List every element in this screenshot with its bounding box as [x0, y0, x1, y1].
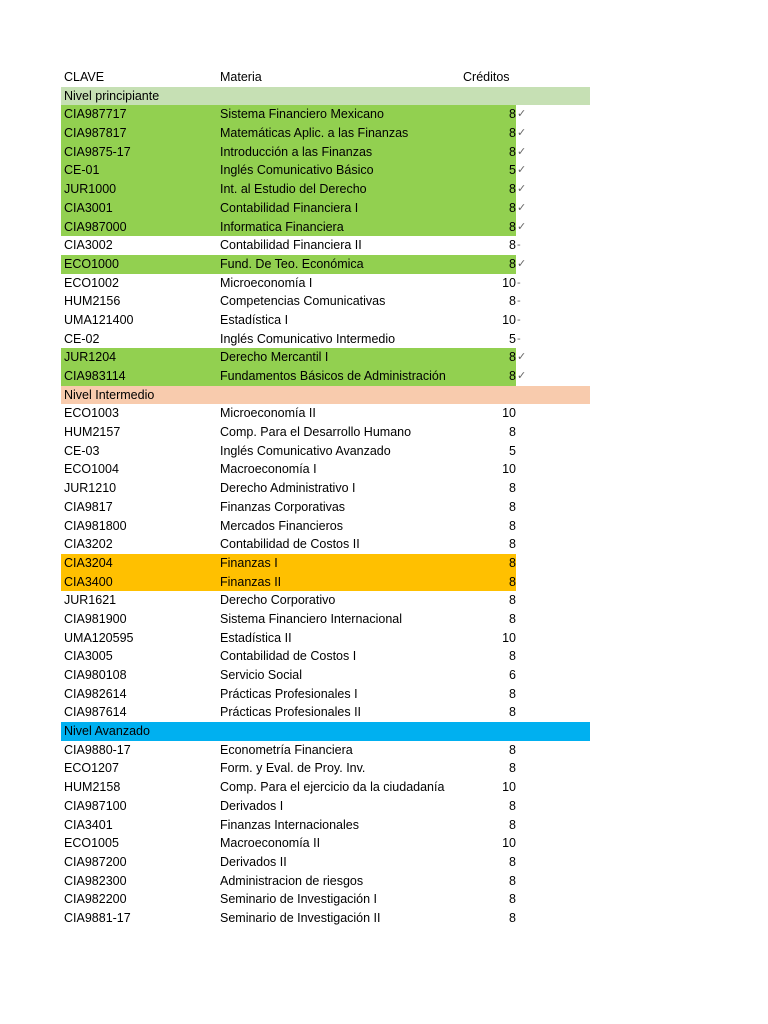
- course-code: CIA987000: [64, 219, 127, 234]
- course-code: ECO1000: [64, 256, 119, 271]
- course-credits: 10: [502, 630, 516, 645]
- course-name: Contabilidad de Costos II: [220, 537, 360, 552]
- table-row: [61, 816, 601, 835]
- course-code: CIA987717: [64, 107, 127, 122]
- course-name: Macroeconomía I: [220, 462, 317, 477]
- table-row: [61, 442, 601, 461]
- course-name: Informatica Financiera: [220, 219, 344, 234]
- course-code: ECO1207: [64, 761, 119, 776]
- course-code: CIA987817: [64, 126, 127, 141]
- course-name: Estadística II: [220, 630, 292, 645]
- course-name: Finanzas II: [220, 574, 282, 589]
- table-row: [61, 348, 601, 367]
- table-row: [61, 703, 601, 722]
- course-code: CIA980108: [64, 668, 127, 682]
- status-mark: -: [517, 276, 521, 289]
- course-code: HUM2157: [64, 425, 121, 440]
- course-credits: 10: [502, 836, 516, 851]
- course-code: CIA3400: [64, 574, 113, 589]
- table-row: [61, 180, 601, 199]
- course-credits: 10: [502, 780, 516, 795]
- course-name: Finanzas Internacionales: [220, 817, 359, 832]
- table-row: [61, 423, 601, 442]
- course-credits: 10: [502, 462, 516, 477]
- header-creditos: Créditos: [463, 70, 510, 84]
- course-name: Prácticas Profesionales II: [220, 705, 362, 720]
- status-mark: ✓: [517, 351, 527, 364]
- course-code: CIA987100: [64, 798, 127, 813]
- course-name: Sistema Financiero Mexicano: [220, 107, 384, 122]
- table-row: [61, 517, 601, 536]
- table-row: [61, 741, 601, 760]
- course-code: CE-02: [64, 331, 100, 346]
- course-code: CIA982300: [64, 873, 127, 888]
- course-code: CIA3002: [64, 238, 113, 253]
- course-name: Derivados II: [220, 854, 287, 869]
- course-credits: 8: [509, 256, 516, 271]
- course-code: UMA121400: [64, 312, 134, 327]
- course-code: JUR1210: [64, 481, 117, 496]
- course-name: Inglés Comunicativo Intermedio: [220, 331, 396, 346]
- course-code: CIA3202: [64, 537, 113, 552]
- status-mark: -: [517, 332, 521, 345]
- table-row: [61, 460, 601, 479]
- course-name: Microeconomía I: [220, 275, 313, 290]
- course-code: CIA9880-17: [64, 742, 131, 757]
- course-code: CE-01: [64, 163, 100, 178]
- course-credits: 8: [509, 761, 516, 776]
- table-row: [61, 236, 601, 255]
- table-row: [61, 330, 601, 349]
- table-row: [61, 404, 601, 423]
- course-credits: 8: [509, 238, 516, 253]
- table-row: [61, 367, 601, 386]
- status-mark: -: [517, 313, 521, 326]
- table-row: [61, 311, 601, 330]
- course-name: Contabilidad Financiera I: [220, 200, 359, 215]
- course-name: Servicio Social: [220, 668, 302, 682]
- table-row: [61, 255, 601, 274]
- course-name: Seminario de Investigación II: [220, 910, 381, 925]
- course-code: JUR1621: [64, 593, 117, 608]
- table-row: [61, 909, 601, 928]
- course-name: Derivados I: [220, 798, 284, 813]
- course-name: Microeconomía II: [220, 406, 316, 421]
- course-credits: 8: [509, 686, 516, 701]
- course-credits: 8: [509, 817, 516, 832]
- course-credits: 8: [509, 649, 516, 664]
- table-row: [61, 685, 601, 704]
- status-mark: -: [517, 239, 521, 252]
- course-credits: 8: [509, 182, 516, 197]
- course-credits: 8: [509, 537, 516, 552]
- course-name: Sistema Financiero Internacional: [220, 611, 403, 626]
- course-name: Derecho Mercantil I: [220, 350, 329, 365]
- course-credits: 8: [509, 369, 516, 383]
- section-header: Nivel Intermedio: [61, 386, 590, 405]
- course-code: CIA981800: [64, 518, 127, 533]
- status-mark: ✓: [517, 201, 527, 214]
- course-code: CIA982200: [64, 892, 127, 907]
- status-mark: ✓: [517, 370, 527, 382]
- table-row: [61, 610, 601, 629]
- course-credits: 5: [509, 163, 516, 178]
- course-code: CIA3401: [64, 817, 113, 832]
- course-credits: 8: [509, 742, 516, 757]
- table-row: [61, 647, 601, 666]
- course-code: CE-03: [64, 443, 100, 458]
- section-header: Nivel principiante: [61, 87, 590, 106]
- course-name: Comp. Para el Desarrollo Humano: [220, 425, 412, 440]
- course-name: Estadística I: [220, 312, 289, 327]
- table-row: [61, 591, 601, 610]
- header-materia: Materia: [220, 70, 262, 84]
- course-credits: 8: [509, 611, 516, 626]
- course-name: Macroeconomía II: [220, 836, 321, 851]
- course-code: CIA3001: [64, 200, 113, 215]
- course-name: Derecho Corporativo: [220, 593, 336, 608]
- course-code: CIA987614: [64, 705, 127, 720]
- course-code: ECO1005: [64, 836, 119, 851]
- course-credits: 8: [509, 892, 516, 907]
- course-code: CIA981900: [64, 611, 127, 626]
- course-name: Introducción a las Finanzas: [220, 144, 373, 159]
- table-row: [61, 105, 601, 124]
- status-mark: ✓: [517, 145, 527, 158]
- status-mark: ✓: [517, 164, 527, 177]
- table-row: [61, 218, 601, 237]
- course-credits: 6: [509, 668, 516, 682]
- status-mark: ✓: [517, 183, 527, 196]
- course-credits: 8: [509, 705, 516, 720]
- course-credits: 10: [502, 312, 516, 327]
- course-name: Fund. De Teo. Económica: [220, 256, 364, 271]
- course-name: Administracion de riesgos: [220, 873, 364, 888]
- course-name: Econometría Financiera: [220, 742, 353, 757]
- course-credits: 5: [509, 443, 516, 458]
- course-code: HUM2158: [64, 780, 121, 795]
- course-credits: 8: [509, 350, 516, 365]
- table-row: [61, 535, 601, 554]
- status-mark: ✓: [517, 257, 527, 270]
- status-mark: -: [517, 295, 521, 308]
- course-code: CIA9881-17: [64, 910, 131, 925]
- status-mark: ✓: [517, 108, 527, 121]
- course-name: Int. al Estudio del Derecho: [220, 182, 367, 197]
- table-row: [61, 629, 601, 648]
- course-credits: 8: [509, 219, 516, 234]
- course-credits: 8: [509, 798, 516, 813]
- course-credits: 8: [509, 910, 516, 925]
- course-name: Prácticas Profesionales I: [220, 686, 358, 701]
- table-row: [61, 199, 601, 218]
- course-code: HUM2156: [64, 294, 121, 309]
- table-row: [61, 853, 601, 872]
- course-name: Seminario de Investigación I: [220, 892, 378, 907]
- table-row: [61, 666, 601, 685]
- table-row: [61, 759, 601, 778]
- course-name: Contabilidad Financiera II: [220, 238, 362, 253]
- course-code: CIA3005: [64, 649, 113, 664]
- course-credits: 8: [509, 854, 516, 869]
- course-code: ECO1004: [64, 462, 119, 477]
- course-credits: 8: [509, 144, 516, 159]
- course-code: JUR1000: [64, 182, 117, 197]
- table-row: [61, 834, 601, 853]
- course-credits: 8: [509, 593, 516, 608]
- table-row: [61, 797, 601, 816]
- course-name: Contabilidad de Costos I: [220, 649, 357, 664]
- course-code: CIA9875-17: [64, 144, 131, 159]
- course-name: Finanzas Corporativas: [220, 499, 346, 514]
- table-header: [61, 68, 601, 87]
- course-name: Matemáticas Aplic. a las Finanzas: [220, 126, 409, 141]
- course-name: Mercados Financieros: [220, 518, 343, 533]
- table-row: [61, 778, 601, 797]
- table-row: [61, 554, 601, 573]
- course-code: CIA983114: [64, 369, 126, 383]
- course-credits: 8: [509, 425, 516, 440]
- table-row: [61, 292, 601, 311]
- course-credits: 8: [509, 294, 516, 309]
- table-row: [61, 274, 601, 293]
- course-credits: 8: [509, 555, 516, 570]
- course-name: Fundamentos Básicos de Administración: [220, 369, 446, 383]
- course-name: Comp. Para el ejercicio da la ciudadanía: [220, 780, 445, 795]
- course-credits: 8: [509, 499, 516, 514]
- course-name: Derecho Administrativo I: [220, 481, 356, 496]
- course-credits: 8: [509, 481, 516, 496]
- course-credits: 8: [509, 518, 516, 533]
- course-name: Competencias Comunicativas: [220, 294, 386, 309]
- course-credits: 10: [502, 406, 516, 421]
- course-code: ECO1003: [64, 406, 119, 421]
- course-name: Inglés Comunicativo Avanzado: [220, 443, 391, 458]
- course-credits: 8: [509, 574, 516, 589]
- course-code: UMA120595: [64, 630, 134, 645]
- course-credits: 8: [509, 126, 516, 141]
- course-code: ECO1002: [64, 275, 119, 290]
- course-code: CIA982614: [64, 686, 127, 701]
- course-name: Inglés Comunicativo Básico: [220, 163, 374, 178]
- table-row: [61, 573, 601, 592]
- course-credits: 8: [509, 200, 516, 215]
- course-credits: 8: [509, 107, 516, 122]
- table-body: [61, 87, 601, 928]
- course-table: [61, 68, 601, 928]
- course-credits: 10: [502, 275, 516, 290]
- course-code: CIA3204: [64, 555, 113, 570]
- course-code: CIA987200: [64, 854, 127, 869]
- table-row: [61, 143, 601, 162]
- section-header: Nivel Avanzado: [61, 722, 590, 741]
- status-mark: ✓: [517, 127, 527, 140]
- table-row: [61, 124, 601, 143]
- course-name: Finanzas I: [220, 555, 278, 570]
- table-row: [61, 498, 601, 517]
- course-credits: 8: [509, 873, 516, 888]
- course-code: JUR1204: [64, 350, 117, 365]
- status-mark: ✓: [517, 220, 527, 233]
- header-clave: CLAVE: [64, 70, 105, 84]
- table-row: [61, 479, 601, 498]
- table-row: [61, 872, 601, 891]
- course-credits: 5: [509, 331, 516, 346]
- course-name: Form. y Eval. de Proy. Inv.: [220, 761, 366, 776]
- course-code: CIA9817: [64, 499, 113, 514]
- table-row: [61, 890, 601, 909]
- table-row: [61, 161, 601, 180]
